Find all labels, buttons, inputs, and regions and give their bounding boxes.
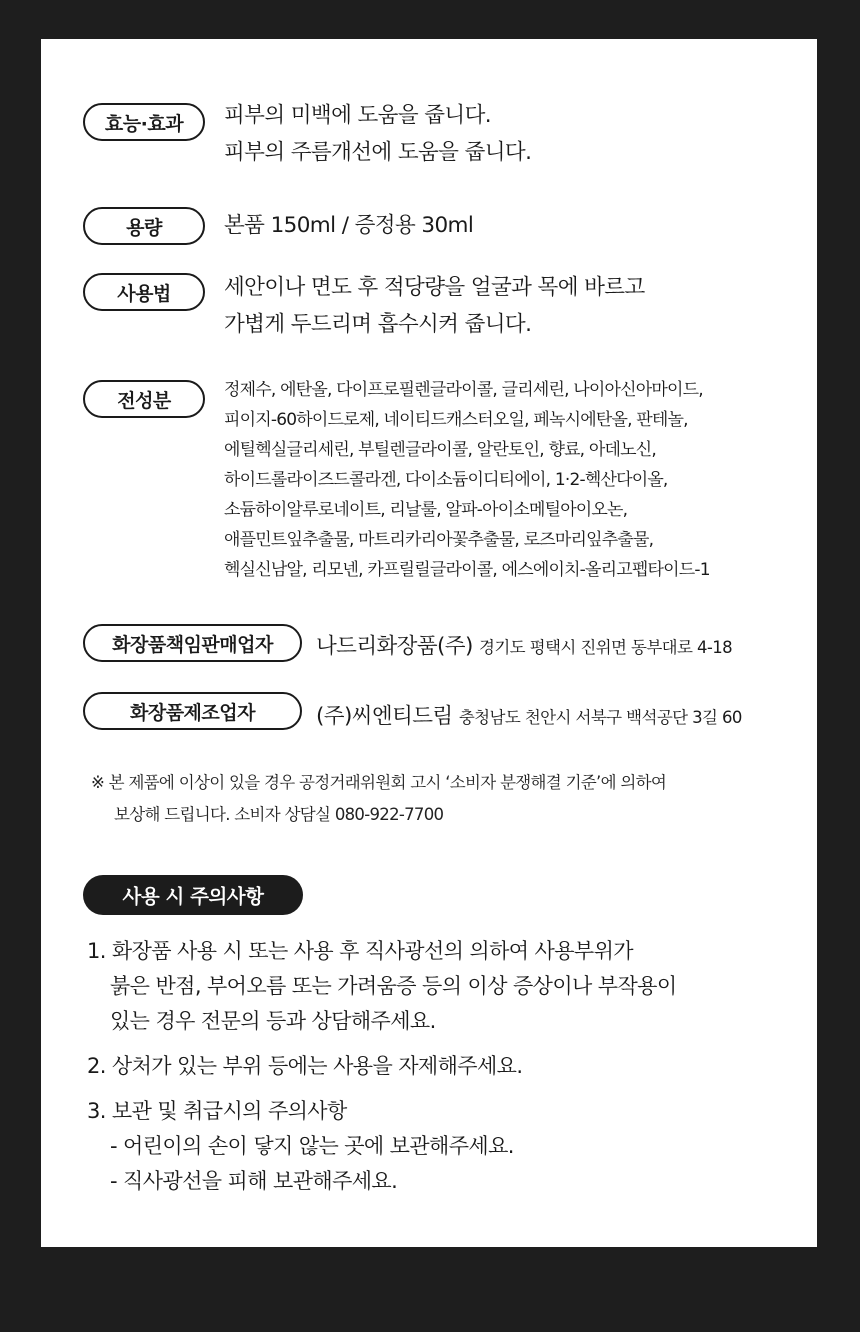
effect-line: 피부의 주름개선에 도움을 줍니다. (224, 140, 532, 165)
volume-label: 용량 (83, 207, 205, 245)
effect-label: 효능·효과 (83, 103, 205, 141)
ingredients-line: 에틸헥실글리세린, 부틸렌글라이콜, 알란토인, 향료, 아데노신, (224, 440, 656, 460)
caution-item (87, 934, 677, 1039)
consumer-notice (91, 767, 666, 831)
notice-line: ※ 본 제품에 이상이 있을 경우 공정거래위원회 고시 ‘소비자 분쟁해결 기준’에 의하여 (91, 773, 667, 792)
product-info-card (41, 39, 817, 1247)
manufacturer-label: 화장품제조업자 (83, 692, 302, 730)
ingredients-line: 정제수, 에탄올, 다이프로필렌글라이콜, 글리세린, 나이아신아마이드, (224, 380, 703, 400)
ingredients-line: 애플민트잎추출물, 마트리카리아꽃추출물, 로즈마리잎추출물, (224, 530, 654, 550)
ingredients-line: 헥실신남알, 리모넨, 카프릴릴글라이콜, 에스에이치-올리고펩타이드-1 (224, 560, 710, 580)
caution-title-badge: 사용 시 주의사항 (83, 875, 303, 915)
usage-text (224, 269, 645, 343)
caution-item (87, 1094, 514, 1199)
manufacturer-name: (주)씨엔티드림 (316, 704, 453, 729)
usage-label: 사용법 (83, 273, 205, 311)
seller-label: 화장품책임판매업자 (83, 624, 302, 662)
caution-line: 1. 화장품 사용 시 또는 사용 후 직사광선의 의하여 사용부위가 (87, 939, 633, 963)
caution-line: 있는 경우 전문의 등과 상담해주세요. (110, 1009, 436, 1033)
seller-address: 경기도 평택시 진위면 동부대로 4-18 (479, 638, 733, 657)
caution-item (87, 1049, 522, 1084)
manufacturer-address: 충청남도 천안시 서북구 백석공단 3길 60 (458, 708, 742, 727)
effect-text (224, 97, 531, 171)
ingredients-text (224, 375, 710, 585)
ingredients-line: 하이드롤라이즈드콜라겐, 다이소듐이디티에이, 1·2-헥산다이올, (224, 470, 668, 490)
ingredients-line: 피이지-60하이드로제, 네이티드캐스터오일, 페녹시에탄올, 판테놀, (224, 410, 688, 430)
volume-text: 본품 150ml / 증정용 30ml (224, 213, 474, 238)
caution-line: 3. 보관 및 취급시의 주의사항 (87, 1099, 347, 1123)
usage-line: 세안이나 면도 후 적당량을 얼굴과 목에 바르고 (224, 275, 645, 300)
caution-line: 2. 상처가 있는 부위 등에는 사용을 자제해주세요. (87, 1054, 523, 1078)
manufacturer-info (316, 699, 742, 730)
ingredients-line: 소듐하이알루로네이트, 리날룰, 알파-아이소메틸아이오논, (224, 500, 628, 520)
notice-line: 보상해 드립니다. 소비자 상담실 080-922-7700 (114, 805, 444, 824)
effect-line: 피부의 미백에 도움을 줍니다. (224, 103, 491, 128)
ingredients-label: 전성분 (83, 380, 205, 418)
caution-line: - 어린이의 손이 닿지 않는 곳에 보관해주세요. (110, 1134, 514, 1158)
caution-line: 붉은 반점, 부어오름 또는 가려움증 등의 이상 증상이나 부작용이 (110, 974, 677, 998)
usage-line: 가볍게 두드리며 흡수시켜 줍니다. (224, 312, 532, 337)
seller-info (316, 629, 732, 660)
caution-line: - 직사광선을 피해 보관해주세요. (110, 1169, 398, 1193)
seller-name: 나드리화장품(주) (316, 634, 473, 659)
